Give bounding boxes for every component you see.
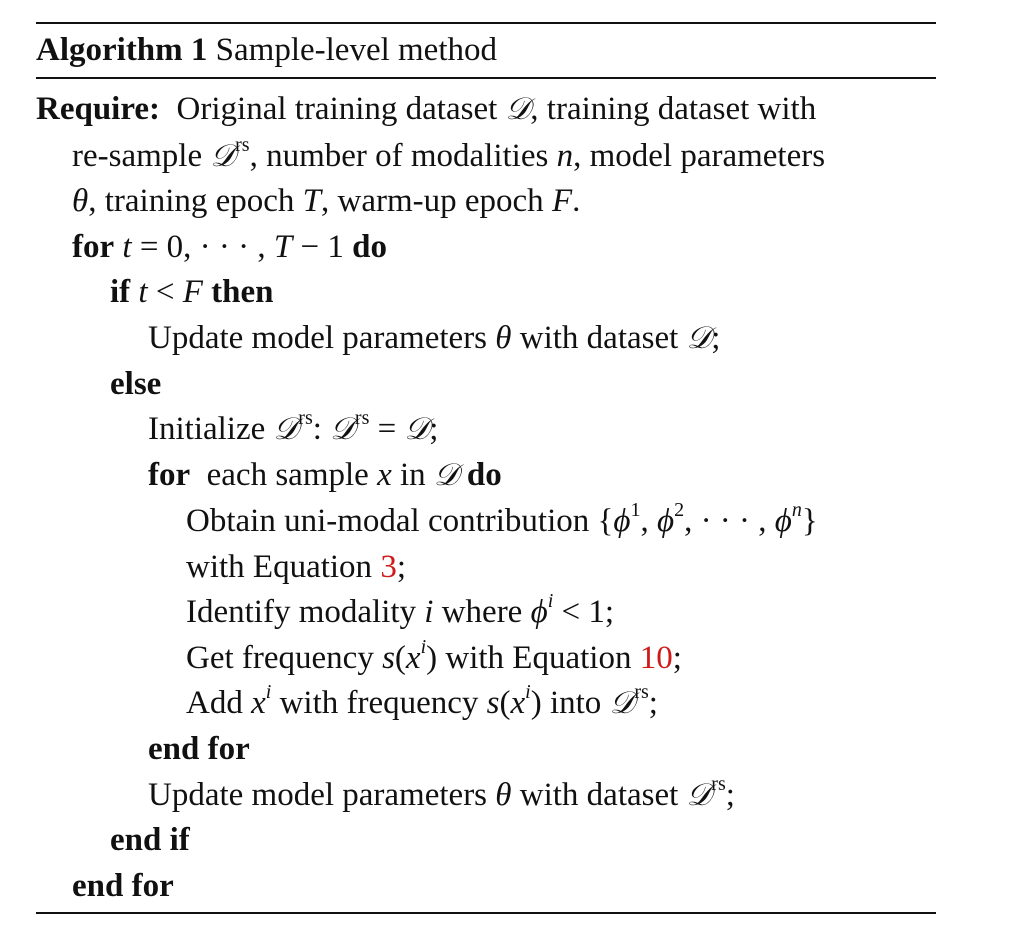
inner-for-line: for each sample x in 𝒟 do	[148, 457, 502, 493]
add-line: Add $x^i$ with frequency $s(x^i)$ into 𝒟$^{rs}$;	[186, 681, 658, 721]
initialize-line: Initialize 𝒟$^{rs}$: 𝒟$^{rs}$ = 𝒟;	[148, 407, 439, 447]
require-line-1: Require: Original training dataset 𝒟, training dataset with	[36, 91, 817, 127]
bottom-rule	[36, 912, 936, 914]
algorithm-caption	[36, 26, 497, 74]
else-line: else	[110, 366, 162, 402]
obtain-line: Obtain uni-modal contribution {$\phi^1$, $\phi^2$, · · · , $\phi^n$}	[186, 499, 818, 539]
top-rule	[36, 22, 936, 24]
outer-for-line: for t = 0, · · · , T − 1 do	[72, 229, 387, 265]
algorithm-label: Algorithm 1	[36, 32, 208, 68]
caption-rule	[36, 77, 936, 79]
update-line-1: Update model parameters θ with dataset 𝒟;	[148, 320, 721, 356]
identify-line: Identify modality i where $\phi^i < 1$;	[186, 590, 615, 630]
require-line-2: re-sample 𝒟$^{rs}$, number of modalities n, model parameters	[72, 134, 826, 174]
equation-3-line: with Equation 3;	[186, 549, 406, 585]
algorithm-title: Sample-level method	[215, 32, 497, 68]
frequency-line: Get frequency $s(x^i)$ with Equation 10;	[186, 636, 682, 676]
end-if-line: end if	[110, 822, 190, 858]
require-line-3: θ, training epoch T, warm-up epoch F.	[72, 183, 581, 219]
if-line: if t < F then	[110, 274, 274, 310]
outer-end-for-line: end for	[72, 868, 174, 904]
update-line-2: Update model parameters θ with dataset 𝒟$^{rs}$;	[148, 773, 735, 813]
equation-3-link[interactable]: 3	[380, 549, 397, 585]
require-keyword: Require:	[36, 91, 161, 127]
equation-10-link[interactable]: 10	[639, 640, 673, 676]
inner-end-for-line: end for	[148, 731, 250, 767]
